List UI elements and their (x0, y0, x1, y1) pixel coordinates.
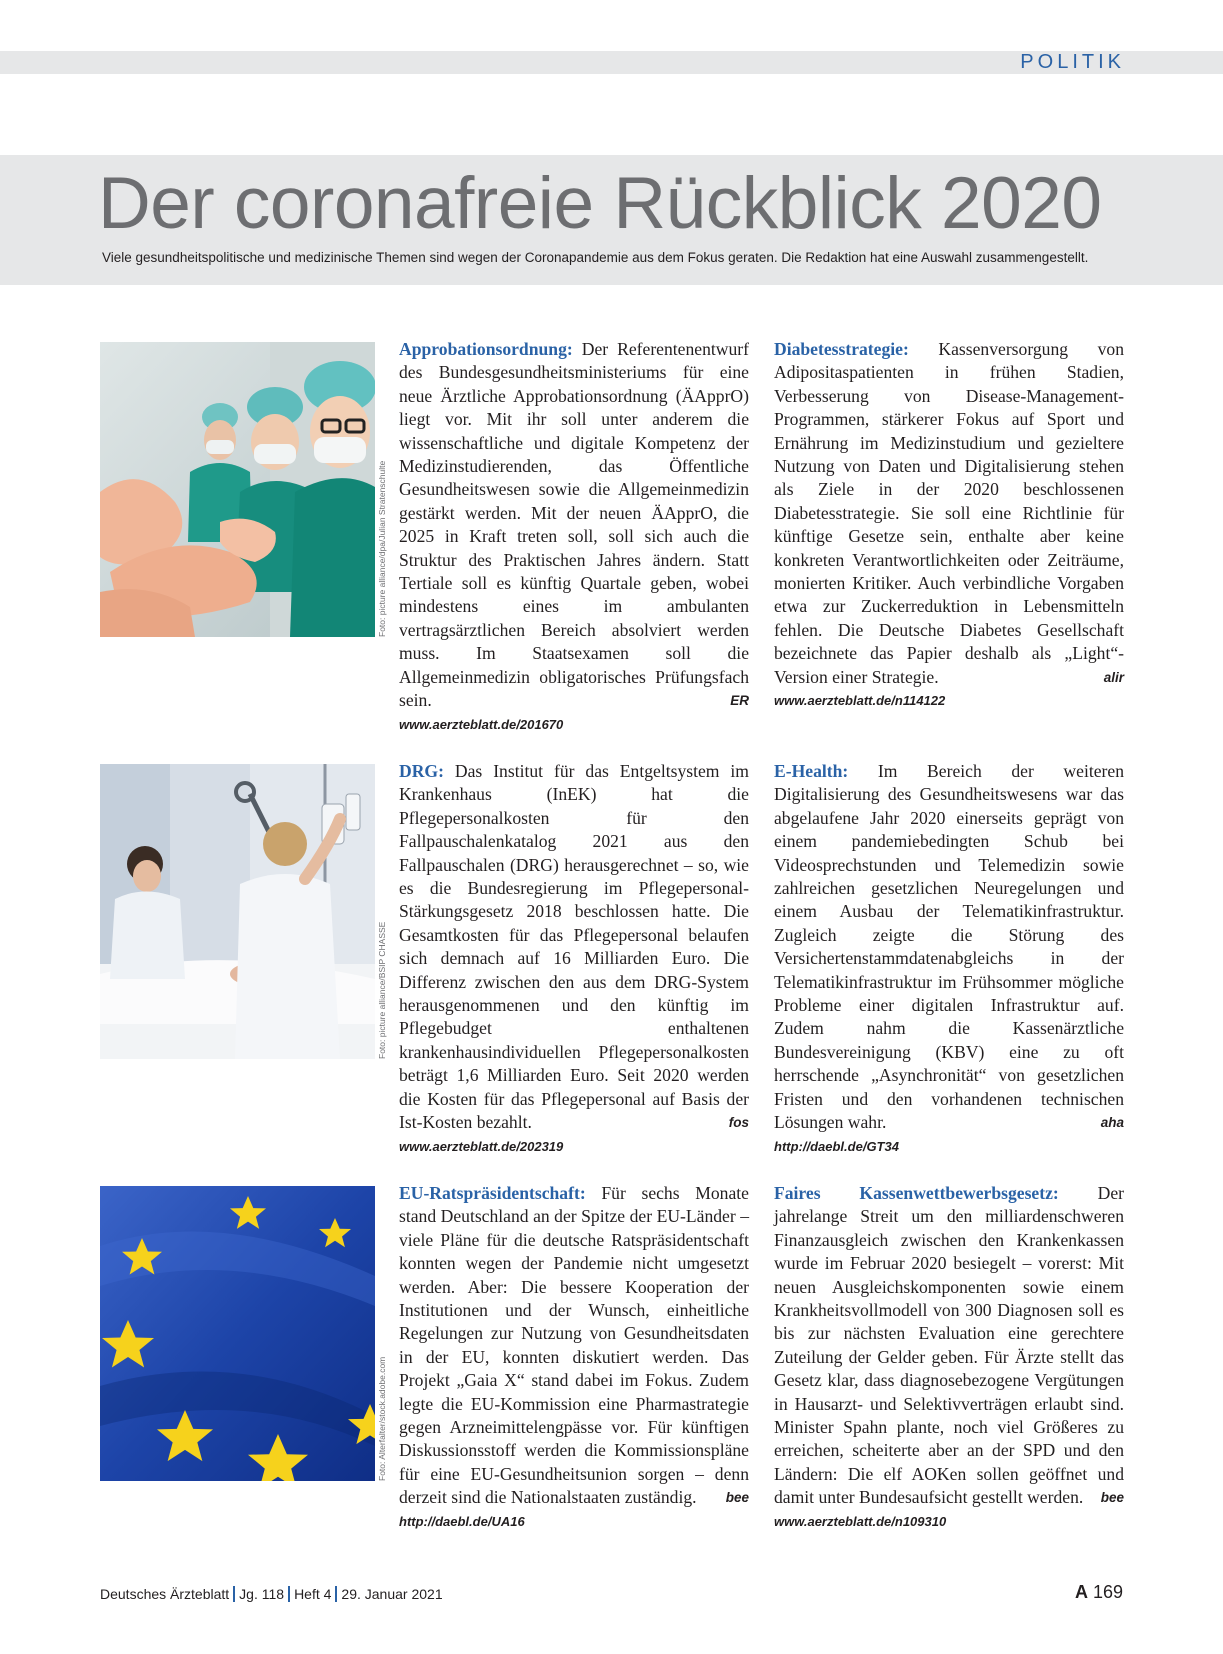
article-lead: Diabetesstrategie: (774, 339, 909, 359)
photo-eu-flag (100, 1186, 375, 1481)
page-number (1075, 1581, 1123, 1603)
photo-medical-students (100, 342, 375, 637)
page-number-value: 169 (1092, 1582, 1123, 1602)
article-lead: DRG: (399, 761, 444, 781)
article-link[interactable]: www.aerzteblatt.de/201670 (399, 716, 564, 732)
article-e-health (774, 760, 1124, 1157)
author-initials: alir (1103, 669, 1124, 685)
article-text: Im Bereich der weiteren Digitalisierung des Gesundheitswesens war das abgelaufene Jahr 2020 einerseits geprägt von einem pandemiebedingten Schub bei Videosprechstunden und Telemedizin sowie zahlreichen gesetzlichen Neuregelungen und einem Ausbau der Telematikinfrastruktur. Zugleich zeigte die Störung des Versichertenstammdatenabgleichs in der Telematikinfrastruktur im Frühsommer mögliche Probleme einer digitalen Infrastruktur auf. Zudem nahm die Kassenärztliche Bundesvereinigung (KBV) eine zu oft herrschende „Asynchronität“ von gesetzlichen Fristen und den vorhandenen technischen Lösungen wahr. (774, 761, 1124, 1133)
page-subtitle: Viele gesundheitspolitische und medizinische Themen sind wegen der Coronapandemie aus dem Fokus geraten. Die Redaktion hat eine Auswahl zusammengestellt. (102, 250, 1089, 265)
photo-credit: Foto: picture alliance/dpa/Julian Stratenschulte (377, 460, 387, 637)
medical-students-image (100, 342, 375, 637)
page-title: Der coronafreie Rückblick 2020 (98, 163, 1102, 244)
photo-credit: Foto: picture alliance/BSIP CHASSE (377, 921, 387, 1059)
article-lead: Faires Kassenwettbewerbsgesetz: (774, 1183, 1059, 1203)
article-diabetesstrategie (774, 338, 1124, 711)
footer-separator (335, 1586, 337, 1602)
journal-date: 29. Januar 2021 (341, 1586, 443, 1602)
eu-flag-image (100, 1186, 375, 1481)
article-lead: EU-Ratspräsidentschaft: (399, 1183, 586, 1203)
author-initials: bee (1100, 1490, 1124, 1506)
article-link[interactable]: www.aerzteblatt.de/n114122 (774, 693, 946, 709)
article-link[interactable]: www.aerzteblatt.de/n109310 (774, 1513, 947, 1529)
footer-separator (233, 1586, 235, 1602)
article-link[interactable]: http://daebl.de/GT34 (774, 1138, 899, 1154)
photo-hospital-nurses (100, 764, 375, 1059)
footer-separator (288, 1586, 290, 1602)
article-text: Kassenversorgung von Adipositaspatienten in frühen Stadien, Verbesserung von Disease-Management-Programmen, stärkerer Fokus auf Sport und Ernährung im Medizinstudium und gezieltere Nutzung von Daten und Digitalisierung stehen als Ziele in der 2020 beschlossenen Diabetesstrategie. Sie soll eine Richtlinie für künftige Gesetze sein, enthalte aber keine konkreten Verantwortlichkeiten oder Zeiträume, monierten Kritiker. Auch verbindliche Vorgaben etwa zur Zuckerreduktion in Lebensmitteln fehlen. Die Deutsche Diabetes Gesellschaft bezeichnete das Papier deshalb als „Light“-Version einer Strategie. (774, 339, 1124, 687)
article-text: Der jahrelange Streit um den milliardenschweren Finanzausgleich zwischen den Krankenkassen wurde im Februar 2020 besiegelt – vorerst: Mit neuen Ausgleichskomponenten sowie einem Krankheitsvollmodell von 300 Diagnosen soll es bis zur nächsten Evaluation eine gerechtere Zuteilung der Gelder geben. Für Ärzte stellt das Gesetz klar, dass diagnosebezogene Vergütungen in Hausarzt- und Selektivverträgen erlaubt sind. Minister Spahn plante, noch viel Größeres zu erreichen, scheiterte aber an der SPD und den Ländern: Die elf AOKen sollen geöffnet und damit unter Bundesaufsicht gestellt werden. (774, 1183, 1124, 1508)
page-prefix: A (1074, 1582, 1088, 1602)
author-initials: bee (725, 1490, 749, 1506)
article-text: Der Referentenentwurf des Bundesgesundheitsministeriums für eine neue Ärztliche Approbationsordnung (ÄApprO) liegt vor. Mit ihr soll unter anderem die wissenschaftliche und digitale Kompetenz der Medizinstudierenden, das Öffentliche Gesundheitswesen sowie die Allgemeinmedizin gestärkt werden. Mit der neuen ÄApprO, die 2025 in Kraft treten soll, soll sich auch die Struktur des Praktischen Jahres ändern. Statt Tertiale soll es künftig Quartale geben, wobei mindestens eines im ambulanten vertragsärztlichen Bereich absolviert werden muss. Im Staatsexamen soll die Allgemeinmedizin obligatorisches Prüfungsfach sein. (399, 339, 749, 711)
article-link[interactable]: http://daebl.de/UA16 (399, 1513, 525, 1529)
article-text: Für sechs Monate stand Deutschland an der Spitze der EU-Länder – viele Pläne für die deutsche Ratspräsidentschaft konnten wegen der Pandemie nicht umgesetzt werden. Aber: Die bessere Kooperation der Institutionen und der Wunsch, einheitliche Regelungen zur Nutzung von Gesundheitsdaten in der EU, konnten diskutiert werden. Das Projekt „Gaia X“ stand dabei im Fokus. Zudem legte die EU-Kommission eine Pharmastrategie gegen Arzneimittelengpässe vor. Für künftigen Diskussionsstoff werden die Kommissionspläne für eine EU-Gesundheitsunion sorgen – denn derzeit sind die Nationalstaaten zuständig. (399, 1183, 749, 1508)
article-drg (399, 760, 749, 1157)
article-eu-ratspraesidentschaft (399, 1182, 749, 1532)
journal-name: Deutsches Ärzteblatt (100, 1586, 230, 1602)
article-lead: Approbationsordnung: (399, 339, 573, 359)
footer-citation (100, 1585, 443, 1603)
article-approbationsordnung (399, 338, 749, 735)
author-initials: fos (728, 1115, 749, 1131)
author-initials: ER (730, 693, 749, 709)
journal-issue: Heft 4 (294, 1586, 332, 1602)
photo-credit: Foto: Alterfalter/stock.adobe.com (377, 1356, 387, 1481)
author-initials: aha (1100, 1115, 1124, 1131)
hospital-nurses-image (100, 764, 375, 1059)
section-label: POLITIK (1020, 51, 1125, 73)
article-faires-kassenwettbewerbsgesetz (774, 1182, 1124, 1532)
article-link[interactable]: www.aerzteblatt.de/202319 (399, 1138, 564, 1154)
article-lead: E-Health: (774, 761, 849, 781)
article-text: Das Institut für das Entgeltsystem im Krankenhaus (InEK) hat die Pflegepersonalkosten für den Fallpauschalenkatalog 2021 aus den Fallpauschalen (DRG) herausgerechnet – so, wie es die Bundesregierung im Pflegepersonal-Stärkungsgesetz 2018 beschlossen hatte. Die Gesamtkosten für das Pflegepersonal belaufen sich demnach auf 16 Milliarden Euro. Die Differenz zwischen den aus dem DRG-System herausgenommenen und den künftig im Pflegebudget enthaltenen krankenhausindividuellen Pflegepersonalkosten beträgt 1,6 Milliarden Euro. Seit 2020 werden die Kosten für das Pflegepersonal auf Basis der Ist-Kosten bezahlt. (399, 761, 749, 1133)
journal-volume: Jg. 118 (239, 1586, 285, 1602)
